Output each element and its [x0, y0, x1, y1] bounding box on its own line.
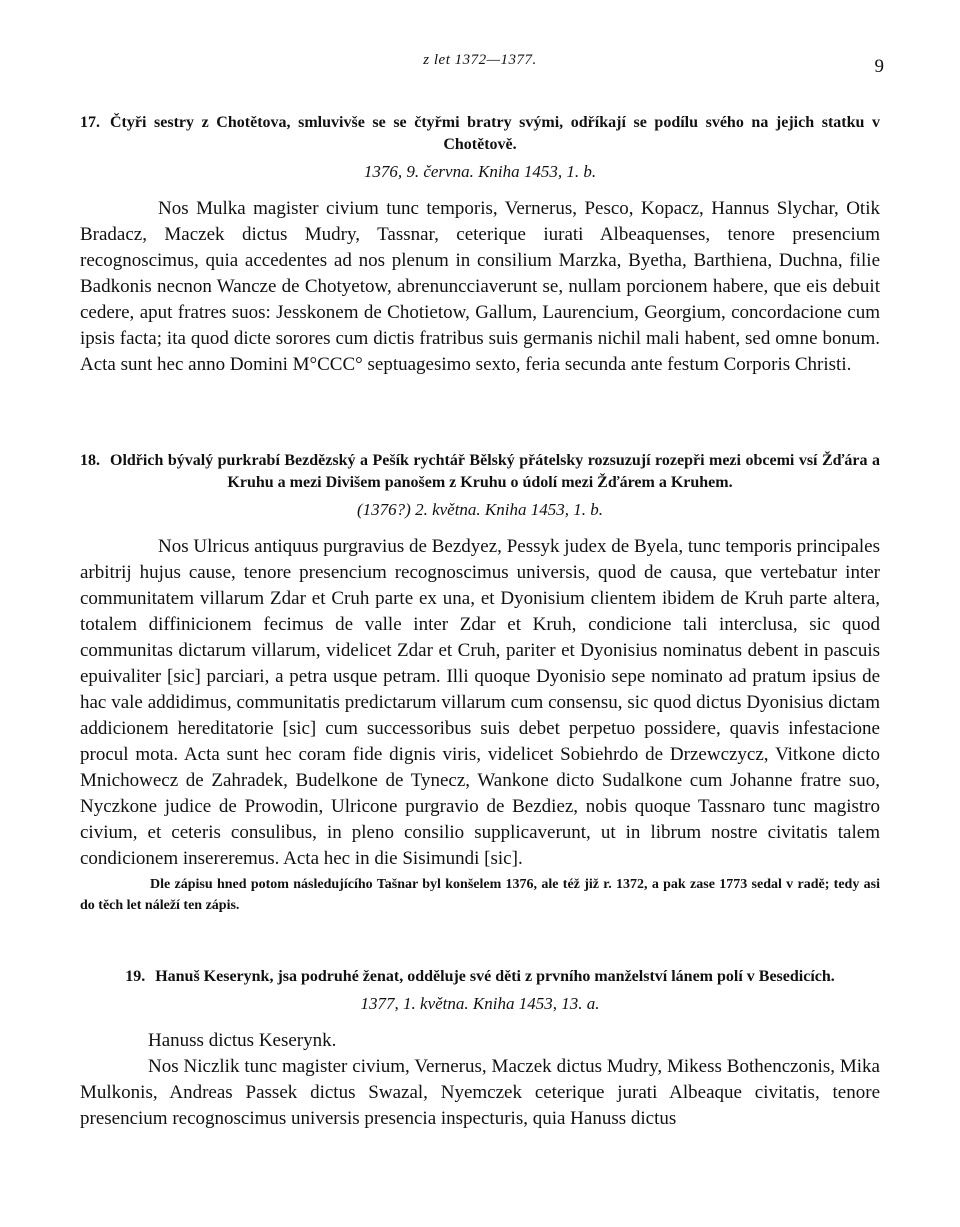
- entry-summary: [80, 450, 880, 494]
- entry-dateline: (1376?) 2. května. Kniha 1453, 1. b.: [357, 500, 603, 519]
- running-head: z let 1372—1377.: [423, 52, 537, 68]
- entry-number: 17.: [80, 114, 100, 131]
- entry-number: 18.: [80, 452, 100, 469]
- summary-text: Hanuš Keserynk, jsa podruhé ženat, odděluje své děti z prvního manželství lánem polí v Besedicích.: [155, 968, 835, 985]
- entry-19: [80, 966, 880, 1132]
- entry-summary: [80, 966, 880, 988]
- entry-summary: [80, 112, 880, 156]
- entry-dateline: 1376, 9. června. Kniha 1453, 1. b.: [363, 162, 597, 181]
- entry-text: Nos Niczlik tunc magister civium, Vernerus, Maczek dictus Mudry, Mikess Bothenczonis, Mika Mulkonis, Andreas Passek dictus Swazal, Nyemczek ceterique jurati Albeaque civitatis, tenore presencium recognoscimus universis presencia inspecturis, quia Hanuss dictus: [80, 1056, 880, 1129]
- entry-18: [80, 450, 880, 916]
- summary-text: Čtyři sestry z Chotětova, smluvivše se se čtyřmi bratry svými, odříkají se podílu svého na jejich statku v Chotětově.: [110, 114, 880, 153]
- page-number: 9: [874, 56, 884, 77]
- entry-17: [80, 112, 880, 378]
- entry-text: Nos Ulricus antiquus purgravius de Bezdyez, Pessyk judex de Byela, tunc temporis principales arbitrij hujus cause, tenore presencium recognoscimus universis, quod de causa, que vertebatur inter communitatem villarum Zdar et Cruh parte ex una, et Dyonisium clientem ibidem de Kruh parte altera, totalem diffinicionem fecimus de valle inter Zdar et Kruh, condicione tali interclusa, sic quod communitas dictarum villarum, videlicet Zdar et Cruh, pariter et Dyonisius nominatus debent in pascuis epuivaliter [sic] parciari, a petra usque petram. Illi quoque Dyonisio sepe nominato ad pratum ipsius de hac vale addidimus, communitatis predictarum villarum cum consensu, sic quod dictus Dyonisius dictam addicionem hereditatorie [sic] cum successoribus suis debet perpetuo possidere, quavis infestacione procul mota. Acta sunt hec coram fide dignis viris, videlicet Sobiehrdo de Drzewczycz, Vitkone dicto Mnichowecz de Zahradek, Budelkone de Tynecz, Wankone dicto Sudalkone cum Johanne fratre suo, Nyczkone judice de Prowodin, Ulricone purgravio de Bezdiez, nobis quoque Tassnaro tunc magistro civium, et ceteris consulibus, in pleno consilio supplicaverunt, ut in librum nostre civitatis talem condicionem insereremus. Acta hec in die Sisimundi [sic].: [80, 536, 880, 869]
- entry-heading-line: Hanuss dictus Keserynk.: [148, 1030, 337, 1051]
- summary-text: Oldřich bývalý purkrabí Bezdězský a Pešík rychtář Bělský přátelsky rozsuzují rozepři mezi obcemi vsí Žďára a Kruhu a mezi Divišem panošem z Kruhu o údolí mezi Žďárem a Kruhem.: [110, 452, 880, 491]
- editorial-note: Dle zápisu hned potom následujícího Tašnar byl konšelem 1376, ale též již r. 1372, a pak zase 1773 sedal v radě; tedy asi do těch let náleží ten zápis.: [80, 877, 880, 913]
- entry-number: 19.: [125, 968, 146, 985]
- entry-text: Nos Mulka magister civium tunc temporis, Vernerus, Pesco, Kopacz, Hannus Slychar, Otik Bradacz, Maczek dictus Mudry, Tassnar, ceterique iurati Albeaquenses, tenore presencium recognoscimus, quia accedentes ad nos plenum in consilium Marzka, Byetha, Barthiena, Duchna, filie Badkonis necnon Wancze de Chotyetow, abrenuncciaverunt se, nullam porcionem habere, que eis debuit cedere, aput fratres suos: Jesskonem de Chotietow, Gallum, Laurencium, Georgium, concordacione cum ipsis facta; ita quod dicte sorores cum dictis fratribus suis germanis nichil mali habent, sed omne bonum. Acta sunt hec anno Domini M°CCC° septuagesimo sexto, feria secunda ante festum Corporis Christi.: [80, 198, 880, 375]
- entry-dateline: 1377, 1. května. Kniha 1453, 13. a.: [360, 994, 600, 1013]
